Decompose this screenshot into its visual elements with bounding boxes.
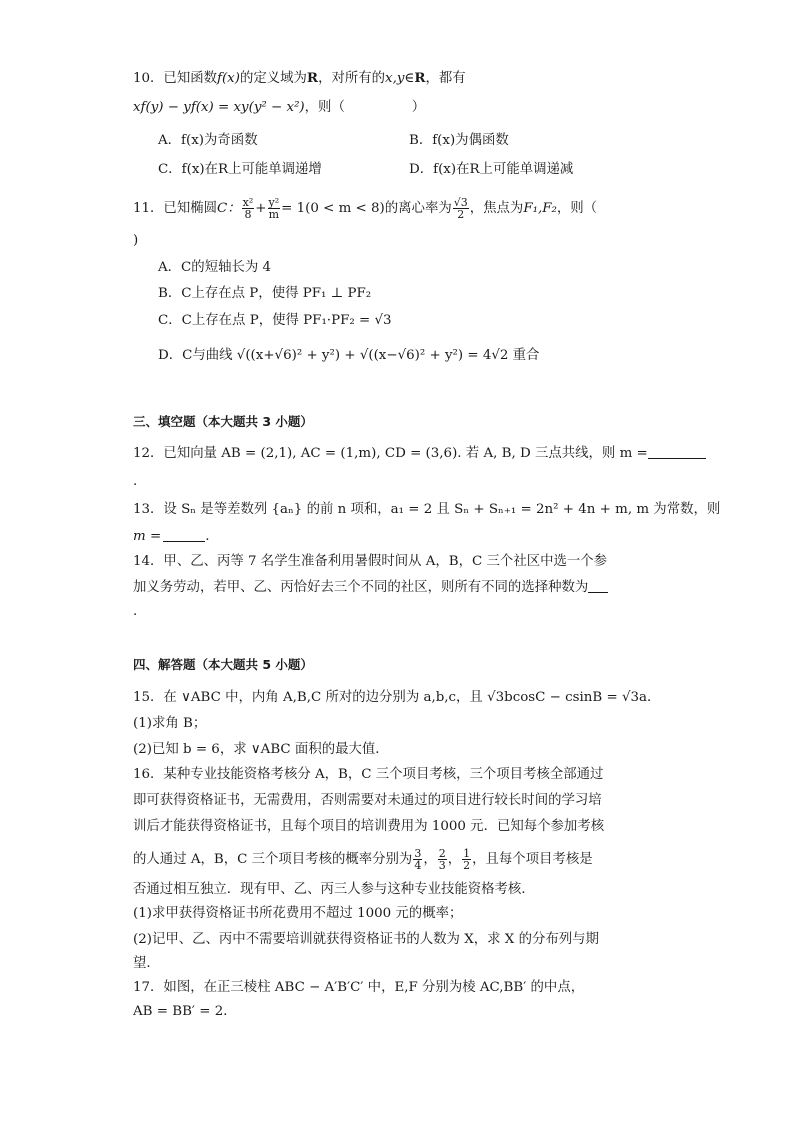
- q16-part-2: (2)记甲、乙、丙中不需要培训就获得资格证书的人数为 X，求 X 的分布列与期: [133, 932, 599, 947]
- q16-line-5: 否通过相互独立．现有甲、乙、丙三人参与这种专业技能资格考核．: [133, 882, 535, 897]
- q15-part-2: (2)已知 b = 6，求 ∨ABC 面积的最大值．: [133, 742, 389, 757]
- q13-stem: 13．设 Sₙ 是等差数列 {aₙ} 的前 n 项和，a₁ = 2 且 Sₙ + Sₙ₊₁ = 2n² + 4n + m, m 为常数，则: [133, 502, 721, 517]
- q10-equation: xf(y) − yf(x) = xy(y² − x²)，则（ ）: [133, 100, 426, 115]
- q11-eccentricity: $\frac{√3}{2}$: [453, 196, 468, 221]
- q14-period: .: [133, 604, 138, 619]
- q12-stem: 12．已知向量 AB = (2,1), AC = (1,m), CD = (3,6). 若 A, B, D 三点共线，则 m =: [133, 446, 706, 462]
- q16-prob-b: $\frac{2}{3}$: [438, 847, 446, 872]
- q16-line-3: 训后才能获得资格证书，且每个项目的培训费用为 1000 元．已知每个参加考核: [133, 819, 605, 834]
- q10-option-d: D．f(x)在R上可能单调递减: [409, 162, 574, 177]
- q11-stem: 11．已知椭圆C： $\frac{\text{x²}}{8}$ + $\frac{\text{y²}}{m}$ = 1(0 < m < 8)的离心率为 $\frac{√3}{2}$ ，焦点为F₁,F₂，则（: [133, 196, 598, 221]
- q15-stem: 15．在 ∨ABC 中，内角 A,B,C 所对的边分别为 a,b,c，且 √3bcosC − csinB = √3a．: [133, 690, 661, 705]
- q16-line-1: 16．某种专业技能资格考核分 A，B，C 三个项目考核，三个项目考核全部通过: [133, 767, 604, 782]
- q11-frac-x: $\frac{\text{x²}}{8}$: [242, 196, 254, 221]
- q16-prob-a: $\frac{3}{4}$: [414, 847, 422, 872]
- q16-part-1: (1)求甲获得资格证书所花费用不超过 1000 元的概率；: [133, 906, 463, 921]
- q10-option-b: B．f(x)为偶函数: [409, 133, 509, 148]
- q11-option-a: A．C的短轴长为 4: [158, 260, 272, 275]
- section-3-title: 三、填空题（本大题共 3 小题）: [133, 414, 313, 429]
- section-4-title: 四、解答题（本大题共 5 小题）: [133, 657, 313, 672]
- q11-option-c: C．C上存在点 P，使得 PF₁·PF₂ = √3: [158, 313, 392, 328]
- q16-line-2: 即可获得资格证书，无需费用，否则需要对未通过的项目进行较长时间的学习培: [133, 793, 602, 808]
- q14-answer-blank: [588, 592, 608, 593]
- q14-line-1: 14．甲、乙、丙等 7 名学生准备利用暑假时间从 A，B，C 三个社区中选一个参: [133, 554, 608, 569]
- q11-option-d: D．C与曲线 √((x+√6)² + y²) + √((x−√6)² + y²) = 4√2 重合: [158, 348, 540, 363]
- q11-frac-y: $\frac{\text{y²}}{m}$: [268, 196, 280, 221]
- q14-line-2: 加义务劳动，若甲、乙、丙恰好去三个不同的社区，则所有不同的选择种数为: [133, 580, 608, 596]
- q10-stem: 10．已知函数f(x)的定义域为R，对所有的x,y∈R，都有: [133, 70, 466, 86]
- q13-answer-line: m = .: [133, 529, 210, 544]
- q13-answer-blank: [163, 541, 205, 542]
- q15-part-1: (1)求角 B；: [133, 716, 207, 731]
- q17-line-2: AB = BB′ = 2．: [133, 1004, 237, 1019]
- q16-prob-c: $\frac{1}{2}$: [463, 847, 471, 872]
- q10-option-a: A．f(x)为奇函数: [158, 133, 258, 148]
- q16-part-2-end: 望．: [133, 956, 160, 971]
- q17-line-1: 17．如图，在正三棱柱 ABC − A′B′C′ 中，E,F 分别为棱 AC,BB′ 的中点，: [133, 980, 585, 995]
- q11-option-b: B．C上存在点 P，使得 PF₁ ⊥ PF₂: [158, 286, 372, 301]
- q11-close-paren: ): [133, 233, 139, 248]
- q12-period: .: [133, 474, 138, 489]
- q12-answer-blank: [648, 458, 706, 459]
- q10-option-c: C．f(x)在R上可能单调递增: [158, 162, 322, 177]
- q16-line-4: 的人通过 A，B，C 三个项目考核的概率分别为 $\frac{3}{4}$ ， $\frac{2}{3}$ ， $\frac{1}{2}$ ，且每个项目考核是: [133, 847, 593, 872]
